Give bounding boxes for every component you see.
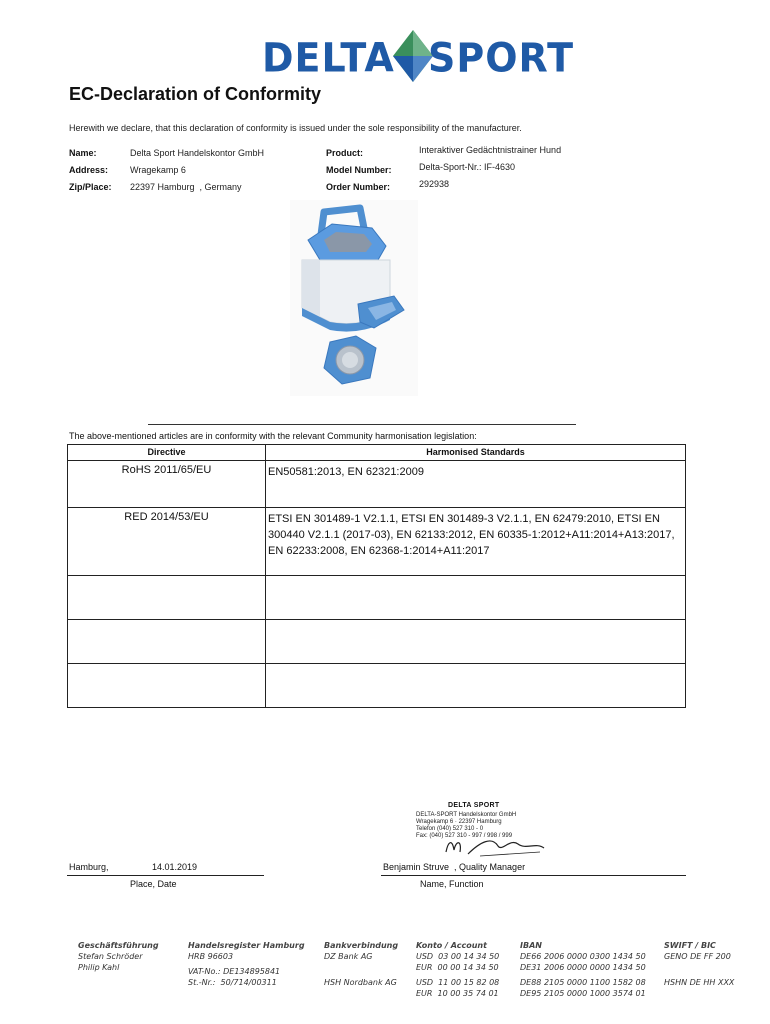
footer-heading: Geschäftsführung: [78, 941, 159, 950]
logo-text-right: SPORT: [428, 34, 574, 82]
zip-value: 22397 Hamburg , Germany: [130, 182, 242, 192]
directive-cell: [68, 620, 266, 664]
date-text: 14.01.2019: [152, 862, 198, 872]
product-image: [290, 200, 418, 396]
order-label: Order Number:: [326, 182, 391, 192]
logo-text-left: DELTA: [262, 34, 395, 82]
stamp-line: Wragekamp 6 · 22397 Hamburg: [416, 819, 502, 825]
standards-table: [67, 444, 686, 708]
table-row: [68, 620, 686, 664]
stamp-brand: DELTA SPORT: [448, 802, 500, 809]
name-function-rule: [381, 875, 686, 876]
standards-cell: ETSI EN 301489-1 V2.1.1, ETSI EN 301489-3 V2.1.1, EN 62479:2010, ETSI EN 300440 V2.1.1 (2017-03), EN 62133:2012, EN 60335-1:2012+A11:2014+A13:2017, EN 62233:2008, EN 62368-1:2014+A11:2017: [266, 508, 686, 576]
name-value: Delta Sport Handelskontor GmbH: [130, 148, 265, 158]
signatory-name: Benjamin Struve , Quality Manager: [383, 862, 526, 872]
address-label: Address:: [69, 165, 109, 175]
product-value: Interaktiver Gedächtnistrainer Hund: [419, 145, 562, 155]
stamp-line: Telefon (040) 527 310 - 0: [416, 826, 484, 832]
place-date-label: Place, Date: [130, 879, 177, 889]
directive-cell: RoHS 2011/65/EU: [68, 461, 266, 508]
footer-line: Philip Kahl: [78, 963, 120, 972]
footer-line: DE88 2105 0000 1100 1582 08: [520, 978, 646, 987]
order-value: 292938: [419, 179, 450, 189]
company-stamp: [410, 802, 560, 858]
footer-heading: Handelsregister Hamburg: [188, 941, 305, 950]
footer-line: HSH Nordbank AG: [324, 978, 397, 987]
footer-line: DE31 2006 0000 0000 1434 50: [520, 963, 646, 972]
divider-line: [148, 424, 576, 425]
footer-iban: [520, 940, 646, 999]
page-title: EC-Declaration of Conformity: [69, 84, 322, 104]
table-row: [68, 576, 686, 620]
conformity-text: The above-mentioned articles are in conformity with the relevant Community harmonisation legislation:: [69, 431, 477, 441]
footer-bank: [324, 940, 398, 988]
standards-cell: [266, 576, 686, 620]
product-label: Product:: [326, 148, 363, 158]
place-date-rule: [67, 875, 264, 876]
footer-line: EUR 00 00 14 34 50: [416, 963, 499, 972]
footer-line: USD 03 00 14 34 50: [416, 952, 500, 961]
name-label: Name:: [69, 148, 97, 158]
zip-label: Zip/Place:: [69, 182, 112, 192]
standards-cell: [266, 664, 686, 708]
footer-line: DZ Bank AG: [324, 952, 373, 961]
footer-line: HRB 96603: [188, 952, 234, 961]
handwritten-signature: [440, 832, 550, 858]
footer-management: [78, 940, 159, 973]
table-row: [68, 664, 686, 708]
model-label: Model Number:: [326, 165, 392, 175]
table-row: [68, 508, 686, 576]
name-function-label: Name, Function: [420, 879, 484, 889]
table-header-row: [68, 445, 686, 461]
directive-cell: [68, 664, 266, 708]
standards-cell: EN50581:2013, EN 62321:2009: [266, 461, 686, 508]
footer-heading: SWIFT / BIC: [664, 941, 716, 950]
footer-line: VAT-No.: DE134895841: [188, 967, 281, 976]
footer-line: GENO DE FF 200: [664, 952, 731, 961]
model-value: Delta-Sport-Nr.: IF-4630: [419, 162, 516, 172]
standards-cell: [266, 620, 686, 664]
footer-line: HSHN DE HH XXX: [664, 978, 735, 987]
header-standards: Harmonised Standards: [266, 445, 686, 461]
footer-swift: [664, 940, 734, 988]
diamond-logo-icon: [393, 30, 433, 82]
footer-line: DE66 2006 0000 0300 1434 50: [520, 952, 646, 961]
footer-account: [416, 940, 499, 999]
table-row: [68, 461, 686, 508]
footer-register: [188, 940, 305, 988]
footer-line: USD 11 00 15 82 08: [416, 978, 500, 987]
header-directive: Directive: [68, 445, 266, 461]
intro-text: Herewith we declare, that this declaration of conformity is issued under the sole responsibility of the manufacturer.: [69, 123, 522, 133]
footer-heading: IBAN: [520, 941, 542, 950]
place-text: Hamburg,: [69, 862, 109, 872]
footer-line: St.-Nr.: 50/714/00311: [188, 978, 277, 987]
delta-sport-logo: [250, 28, 574, 84]
directive-cell: RED 2014/53/EU: [68, 508, 266, 576]
stamp-line: Fax: (040) 527 310 - 997 / 998 / 999: [416, 833, 513, 839]
footer-line: Stefan Schröder: [78, 952, 143, 961]
footer-line: DE95 2105 0000 1000 3574 01: [520, 989, 646, 998]
footer-line: EUR 10 00 35 74 01: [416, 989, 499, 998]
footer-heading: Bankverbindung: [324, 941, 399, 950]
stamp-line: DELTA-SPORT Handelskontor GmbH: [416, 812, 517, 818]
address-value: Wragekamp 6: [130, 165, 186, 175]
footer-heading: Konto / Account: [416, 941, 487, 950]
directive-cell: [68, 576, 266, 620]
